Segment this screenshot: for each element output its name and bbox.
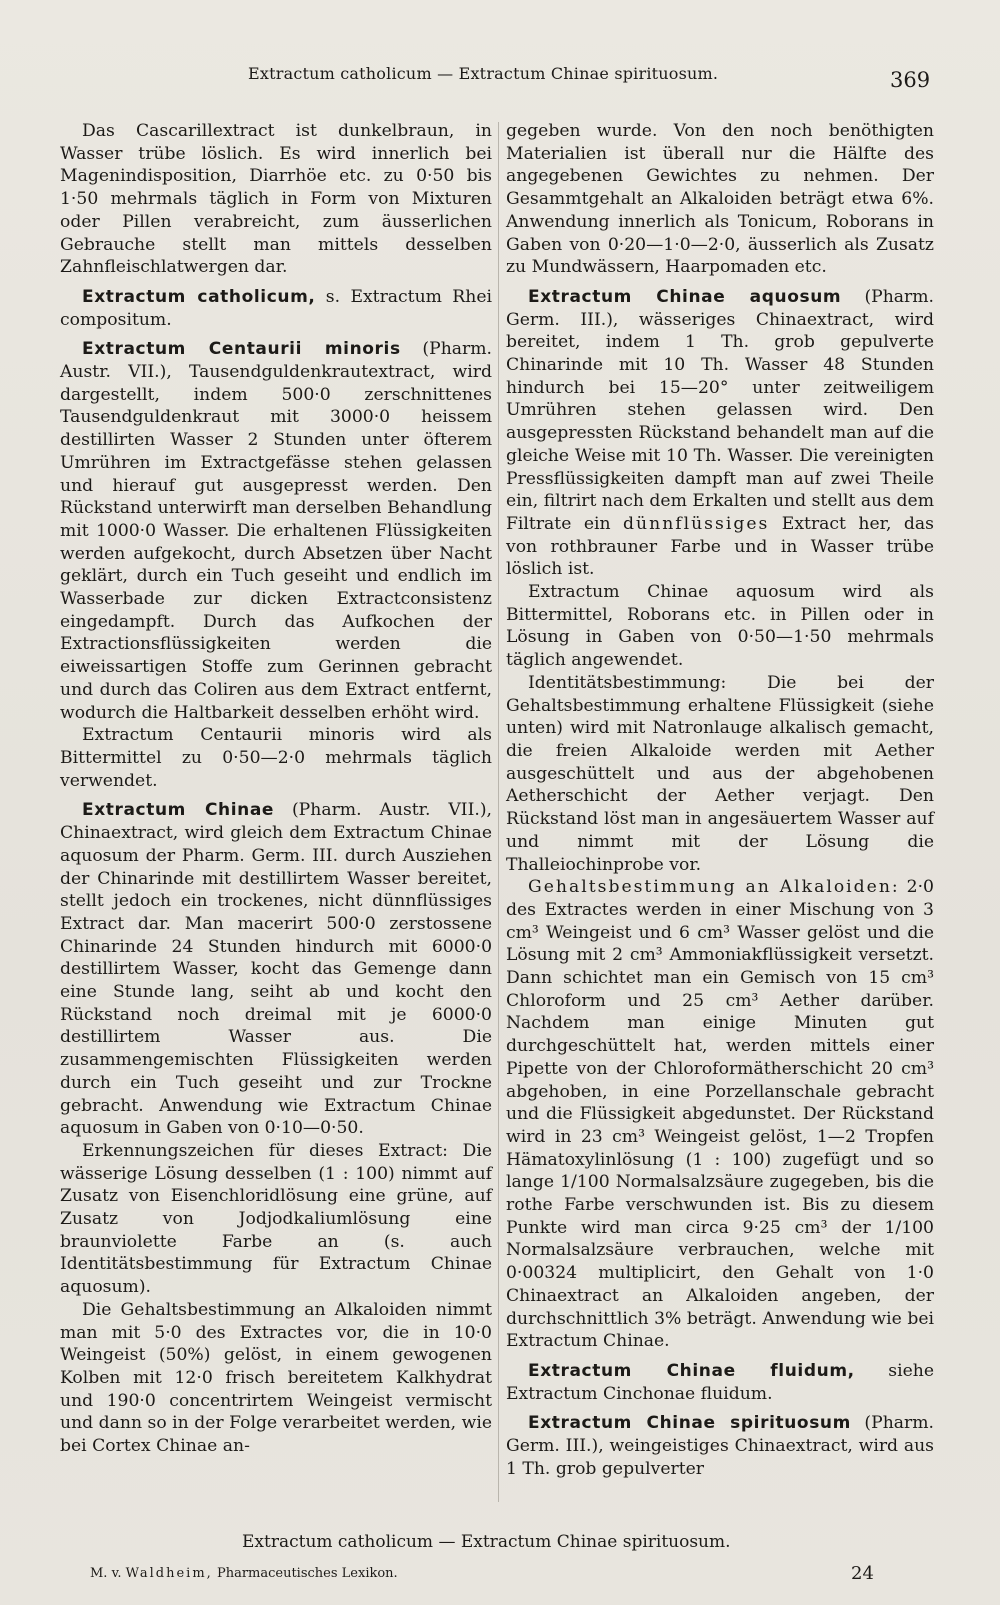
footer-title: Extractum catholicum — Extractum Chinae spirituosum. [242,1532,731,1552]
lemma-chinae-aquosum: Extractum Chinae aquosum [528,286,842,307]
entry-chinae-spirituosum [506,1412,934,1480]
running-head: Extractum catholicum — Extractum Chinae spirituosum. [248,64,719,83]
entry-chinae-erkennung: Erkennungszeichen für dieses Extract: Die wässerige Lösung desselben (1 : 100) nimmt auf Zusatz von Eisenchloridlösung eine grüne, auf Zusatz von Jodjodkaliumlösung eine braunviolette Farbe an (s. auch Identitätsbestimmung für Extractum Chinae aquosum). [60,1140,492,1298]
entry-aquosum-spaced: dünnflüssiges [623,513,770,534]
left-column [60,120,492,1458]
right-column [506,120,934,1480]
lemma-catholicum: Extractum catholicum, [82,286,316,307]
footer-author [90,1566,398,1581]
page-number: 369 [890,68,931,92]
paragraph-cascarill: Das Cascarillextract ist dunkelbraun, in Wasser trübe löslich. Es wird innerlich bei Magenindisposition, Diarrhöe etc. zu 0·50 bis 1·50 mehrmals täglich in Form von Mixturen oder Pillen verabreicht, zum äusserlichen Gebrauche stellt man mittels desselben Zahnfleischlatwergen dar. [60,121,492,278]
entry-catholicum [60,286,492,331]
entry-centaurii-text: (Pharm. Austr. VII.), Tausendguldenkrautextract, wird dargestellt, indem 500·0 zerschnittenes Tausendguldenkraut mit 3000·0 heissem destillirten Wasser 2 Stunden unter öfterem Umrühren im Extractgefässe stehen gelassen und hierauf gut ausgepresst werden. Den Rückstand unterwirft man derselben Behandlung mit 1000·0 Wasser. Die erhaltenen Flüssigkeiten werden aufgekocht, durch Absetzen über Nacht geklärt, durch ein Tuch geseiht und endlich im Wasserbade zur dicken Extractconsistenz eingedampft. Durch das Aufkochen der Extractionsflüssigkeiten werden die eiweissartigen Stoffe zum Gerinnen gebracht und durch das Coliren aus dem Extract entfernt, wodurch die Haltbarkeit desselben erhöht wird. [60,339,492,723]
entry-chinae-fluidum [506,1360,934,1405]
entry-aquosum-text-b: Extract her, das von rothbrauner Farbe und in Wasser trübe löslich ist. [506,513,934,580]
entry-aquosum-identitaet: Identitätsbestimmung: Die bei der Gehaltsbestimmung erhaltene Flüssigkeit (siehe unten) wird mit Natronlauge alkalisch gemacht, die freien Alkaloide werden mit Aether ausgeschüttelt und aus der abgehobenen Aetherschicht der Aether verjagt. Den Rückstand löst man in angesäuertem Wasser auf und nimmt mit der Lösung die Thalleiochinprobe vor. [506,672,934,875]
entry-spirituosum-text: (Pharm. Germ. III.), weingeistiges Chinaextract, wird aus 1 Th. grob gepulverter [506,1413,934,1479]
entry-catholicum-text: s. Extractum Rhei compositum. [60,286,492,330]
sheet-signature: 24 [851,1563,874,1584]
entry-aquosum-text-a: (Pharm. Germ. III.), wässeriges Chinaextract, wird bereitet, indem 1 Th. grob gepulverte Chinarinde mit 10 Th. Wasser 48 Stunden hindurch bei 15—20° unter zeitweiligem Umrühren stehen gelassen wird. Den ausgepressten Rückstand behandelt man auf die gleiche Weise mit 10 Th. Wasser. Die vereinigten Pressflüssigkeiten dampft man auf zwei Theile ein, filtrirt nach dem Erkalten und stellt aus dem Filtrate ein [506,286,935,534]
author-name: Waldheim, [125,1566,213,1581]
entry-fluidum-text: siehe Extractum Cinchonae fluidum. [506,1360,934,1404]
gehalt-label: Gehaltsbestimmung an Alkaloiden: [528,877,900,898]
column-divider [498,122,499,1502]
entry-aquosum-use: Extractum Chinae aquosum wird als Bittermittel, Roborans etc. in Pillen oder in Lösung in Gaben von 0·50—1·50 mehrmals täglich angewendet. [506,582,934,671]
author-initials: M. v. [90,1566,122,1581]
entry-centaurii [60,338,492,724]
entry-chinae-text: (Pharm. Austr. VII.), Chinaextract, wird gleich dem Extractum Chinae aquosum der Pharm. Germ. III. durch Ausziehen der Chinarinde mit destillirtem Wasser bereitet, stellt jedoch ein trockenes, nicht dünnflüssiges Extract dar. Man macerirt 500·0 zerstossene Chinarinde 24 Stunden hindurch mit 6000·0 destillirtem Wasser, kocht das Gemenge dann eine Stunde lang, seiht ab und kocht den Rückstand noch dreimal mit je 6000·0 destillirtem Wasser aus. Die zusammengemischten Flüssigkeiten werden durch ein Tuch geseiht und zur Trockne gebracht. Anwendung wie Extractum Chinae aquosum in Gaben von 0·10—0·50. [60,800,492,1139]
lemma-centaurii: Extractum Centaurii minoris [82,339,401,360]
entry-chinae-aquosum [506,286,934,581]
lemma-chinae: Extractum Chinae [82,800,275,821]
entry-centaurii-use: Extractum Centaurii minoris wird als Bittermittel zu 0·50—2·0 mehrmals täglich verwendet. [60,725,492,791]
lemma-chinae-spirituosum: Extractum Chinae spirituosum [528,1413,851,1434]
paragraph-continued: gegeben wurde. Von den noch benöthigten Materialien ist überall nur die Hälfte des angegebenen Gewichtes zu nehmen. Der Gesammtgehalt an Alkaloiden beträgt etwa 6%. Anwendung innerlich als Tonicum, Roborans in Gaben von 0·20—1·0—2·0, äusserlich als Zusatz zu Mundwässern, Haarpomaden etc. [506,121,934,278]
lemma-chinae-fluidum: Extractum Chinae fluidum, [528,1360,855,1381]
work-title: Pharmaceutisches Lexikon. [216,1566,398,1581]
entry-chinae-gehalt: Die Gehaltsbestimmung an Alkaloiden nimmt man mit 5·0 des Extractes vor, die in 10·0 Weingeist (50%) gelöst, in einem gewogenen Kolben mit 12·0 frisch bereitetem Kalkhydrat und 190·0 concentrirtem Weingeist vermischt und dann so in der Folge verarbeitet werden, wie bei Cortex Chinae an- [60,1299,492,1457]
entry-chinae [60,799,492,1140]
gehalt-text: 2·0 des Extractes werden in einer Mischung von 3 cm³ Weingeist und 6 cm³ Wasser gelöst und die Lösung mit 2 cm³ Ammoniakflüssigkeit versetzt. Dann schichtet man ein Gemisch von 15 cm³ Chloroform und 25 cm³ Aether darüber. Nachdem man einige Minuten gut durchgeschüttelt hat, werden mittels einer Pipette von der Chloroformätherschicht 20 cm³ abgehoben, in eine Porzellanschale gebracht und die Flüssigkeit abgedunstet. Der Rückstand wird in 23 cm³ Weingeist gelöst, 1—2 Tropfen Hämatoxylinlösung (1 : 100) zugefügt und so lange 1/100 Normalsalzsäure zugegeben, bis die rothe Farbe verschwunden ist. Bis zu diesem Punkte wird man circa 9·25 cm³ der 1/100 Normalsalzsäure verbrauchen, welche mit 0·00324 multiplicirt, den Gehalt von 1·0 Chinaextract an Alkaloiden angeben, der durchschnittlich 3% beträgt. Anwendung wie bei Extractum Chinae. [506,877,934,1352]
entry-aquosum-gehalt [506,876,934,1353]
